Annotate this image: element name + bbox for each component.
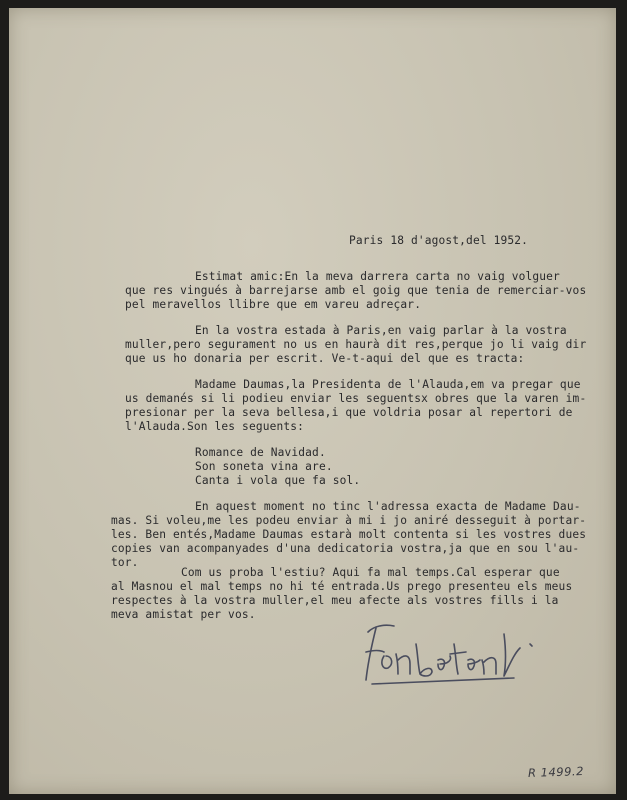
text-line: que res vingués à barrejarse amb el goig que tenia de remerciar-vos — [125, 284, 587, 297]
text-line: us demanés si li podieu enviar les seguentsx obres que la varen im- — [125, 392, 587, 405]
text-line: respectes à la vostra muller,el meu afecte als vostres fills i la — [111, 594, 559, 607]
text-line: al Masnou el mal temps no hi té entrada.Us prego presenteu els meus — [111, 580, 573, 593]
text-line: les. Ben entés,Madame Daumas estarà molt contenta si les vostres dues — [111, 528, 587, 541]
text-line: l'Alauda.Son les seguents: — [125, 420, 305, 433]
archive-reference: R 1499.2 — [527, 764, 585, 780]
text-line: En la vostra estada à Paris,en vaig parlar à la vostra — [195, 324, 567, 337]
text-line: Madame Daumas,la Presidenta de l'Alauda,em va pregar que — [195, 378, 581, 391]
text-line: copies van acompanyades d'una dedicatoria vostra,ja que en sou l'au- — [111, 542, 580, 555]
text-line: Estimat amic:En la meva darrera carta no vaig volguer — [195, 270, 560, 283]
handwritten-signature — [354, 604, 554, 694]
text-line: que us ho donaria per escrit. Ve-t-aqui del que es tracta: — [125, 352, 525, 365]
work-item: Canta i vola que fa sol. — [195, 474, 361, 487]
text-line: Com us proba l'estiu? Aqui fa mal temps.Cal esperar que — [181, 566, 560, 579]
text-line: muller,pero segurament no us en haurà dit res,perque jo li vaig dir — [125, 338, 587, 351]
letter-sheet — [9, 8, 616, 794]
text-line: meva amistat per vos. — [111, 608, 256, 621]
text-line: En aquest moment no tinc l'adressa exacta de Madame Dau- — [195, 500, 581, 513]
text-line: pel meravellos llibre que em vareu adreçar. — [125, 298, 422, 311]
work-item: Romance de Navidad. — [195, 446, 326, 459]
text-line: tor. — [111, 556, 139, 569]
text-line: presionar per la seva bellesa,i que voldria posar al repertori de — [125, 406, 573, 419]
text-line: mas. Si voleu,me les podeu enviar à mi i jo aniré desseguit à portar- — [111, 514, 587, 527]
work-item: Son soneta vina are. — [195, 460, 333, 473]
letter-date: Paris 18 d'agost,del 1952. — [349, 234, 529, 247]
